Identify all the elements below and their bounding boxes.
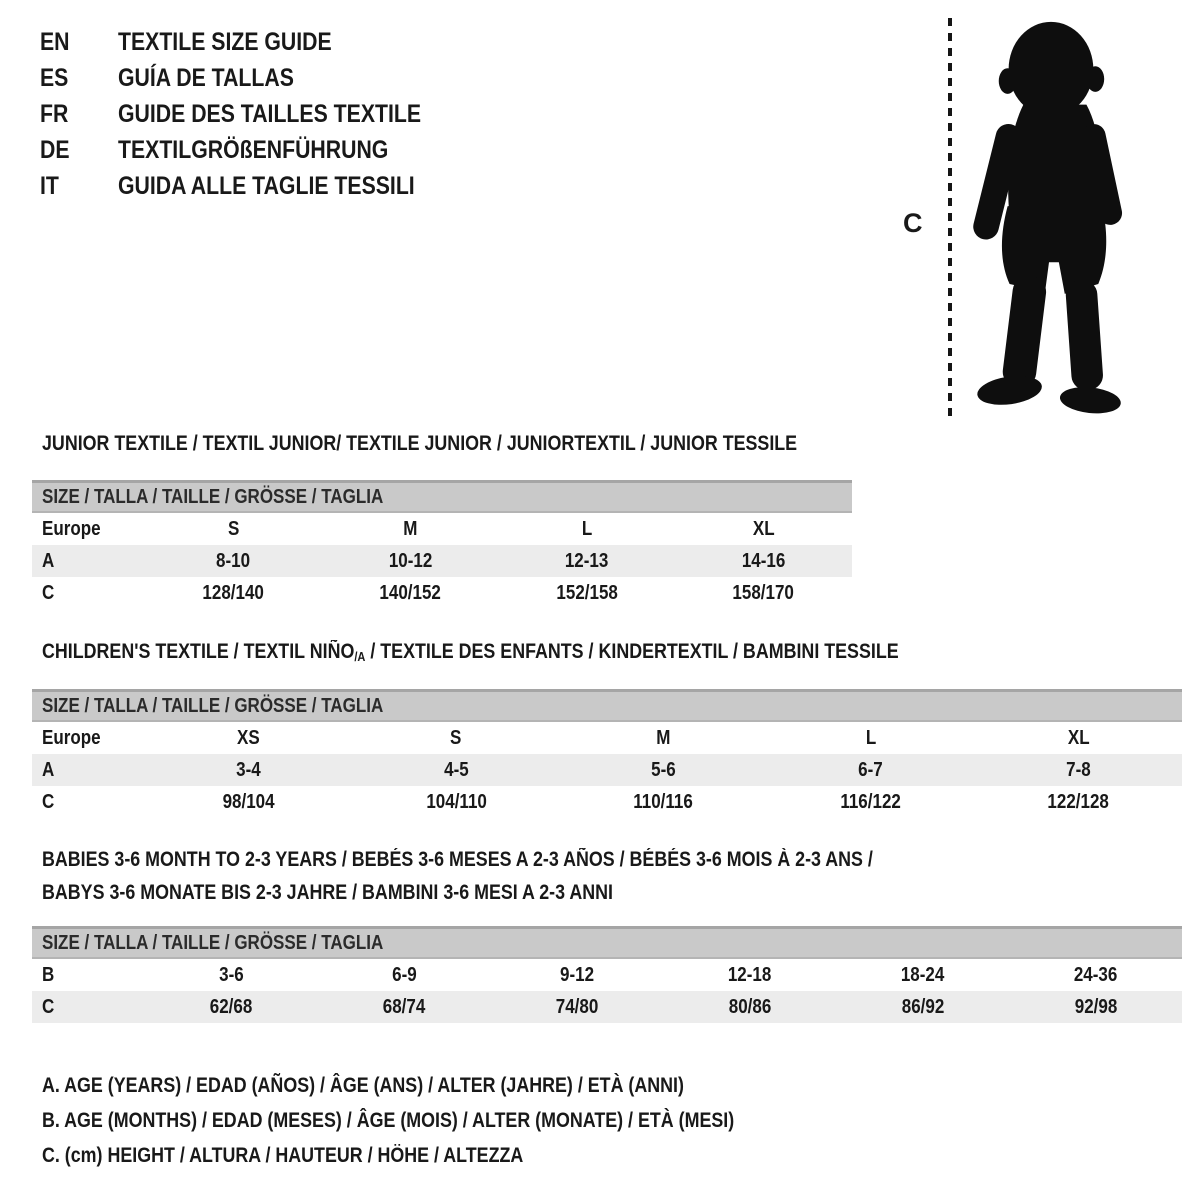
row-label: Europe — [42, 517, 101, 540]
table-row — [32, 513, 852, 545]
row-label: A — [42, 758, 55, 781]
table-row — [32, 577, 852, 609]
table-cell: 86/92 — [901, 995, 944, 1018]
language-title: GUÍA DE TALLAS — [118, 63, 294, 92]
children-size-table — [32, 689, 1182, 818]
height-measure-line — [948, 18, 952, 416]
row-label: C — [42, 790, 55, 813]
table-cell: 4-5 — [443, 758, 469, 781]
table-cell: 98/104 — [222, 790, 275, 813]
language-row — [40, 96, 475, 132]
table-cell: 152/158 — [556, 581, 618, 604]
children-title-subscript: /A — [354, 649, 366, 664]
language-title: TEXTILE SIZE GUIDE — [118, 27, 332, 56]
table-cell: 7-8 — [1066, 758, 1091, 781]
table-row — [32, 959, 1182, 991]
language-code: DE — [40, 135, 70, 164]
language-title: TEXTILGRÖßENFÜHRUNG — [118, 135, 389, 164]
size-header-bar: SIZE / TALLA / TAILLE / GRÖSSE / TAGLIA — [32, 926, 1182, 959]
table-cell: 5-6 — [651, 758, 676, 781]
table-cell: M — [656, 726, 671, 749]
junior-size-table — [32, 480, 852, 609]
babies-section-title — [42, 848, 1020, 914]
language-title: GUIDA ALLE TAGLIE TESSILI — [118, 171, 415, 200]
legend-line-b: B. AGE (MONTHS) / EDAD (MESES) / ÂGE (MOIS) / ALTER (MONATE) / ETÀ (MESI) — [42, 1108, 735, 1132]
language-title: GUIDE DES TAILLES TEXTILE — [118, 99, 422, 128]
babies-title-line1: BABIES 3-6 MONTH TO 2-3 YEARS / BEBÉS 3-6 MESES A 2-3 AÑOS / BÉBÉS 3-6 MOIS À 2-3 ANS / — [42, 848, 873, 871]
table-cell: 62/68 — [210, 995, 253, 1018]
table-cell: 128/140 — [202, 581, 265, 604]
table-cell: 8-10 — [216, 549, 251, 572]
toddler-silhouette-icon — [960, 14, 1138, 418]
row-label: C — [42, 995, 55, 1018]
table-cell: 18-24 — [900, 963, 945, 986]
table-cell: 116/122 — [840, 790, 902, 813]
legend-line-a: A. AGE (YEARS) / EDAD (AÑOS) / ÂGE (ANS) / ALTER (JAHRE) / ETÀ (ANNI) — [42, 1073, 684, 1097]
table-row — [32, 545, 852, 577]
table-cell: 3-4 — [236, 758, 261, 781]
table-cell: 74/80 — [555, 995, 599, 1018]
language-code: IT — [40, 171, 59, 200]
table-cell: 24-36 — [1073, 963, 1118, 986]
table-cell: XL — [1067, 726, 1090, 749]
legend-line-c: C. (cm) HEIGHT / ALTURA / HAUTEUR / HÖHE / ALTEZZA — [42, 1143, 524, 1167]
table-cell: 140/152 — [379, 581, 441, 604]
table-cell: XS — [237, 726, 261, 749]
table-cell: S — [450, 726, 462, 749]
table-cell: 14-16 — [741, 549, 786, 572]
table-cell: 6-9 — [391, 963, 417, 986]
table-cell: 3-6 — [219, 963, 244, 986]
size-header-bar: SIZE / TALLA / TAILLE / GRÖSSE / TAGLIA — [32, 480, 852, 513]
table-cell: 158/170 — [732, 581, 795, 604]
legend — [42, 1068, 856, 1173]
row-label: C — [42, 581, 55, 604]
language-code: EN — [40, 27, 70, 56]
table-row — [32, 786, 1182, 818]
table-cell: M — [403, 517, 418, 540]
table-cell: L — [581, 517, 593, 540]
language-row — [40, 168, 475, 204]
size-header-bar: SIZE / TALLA / TAILLE / GRÖSSE / TAGLIA — [32, 689, 1182, 722]
table-cell: 104/110 — [425, 790, 487, 813]
language-code: FR — [40, 99, 69, 128]
height-measure-label: C — [903, 208, 923, 238]
junior-section-title: JUNIOR TEXTILE / TEXTIL JUNIOR/ TEXTILE JUNIOR / JUNIORTEXTIL / JUNIOR TESSILE — [42, 432, 798, 455]
table-cell: 12-13 — [565, 549, 609, 572]
table-row — [32, 991, 1182, 1023]
children-section-title — [42, 640, 1050, 666]
babies-size-table — [32, 926, 1182, 1023]
table-row — [32, 754, 1182, 786]
table-cell: XL — [752, 517, 775, 540]
children-title-suffix: / TEXTILE DES ENFANTS / KINDERTEXTIL / BAMBINI TESSILE — [365, 640, 899, 663]
table-cell: 68/74 — [382, 995, 426, 1018]
table-cell: 110/116 — [633, 790, 694, 813]
table-cell: 6-7 — [858, 758, 884, 781]
table-cell: S — [227, 517, 240, 540]
language-code: ES — [40, 63, 69, 92]
table-cell: L — [865, 726, 877, 749]
table-cell: 92/98 — [1074, 995, 1117, 1018]
language-row — [40, 60, 475, 96]
table-cell: 122/128 — [1047, 790, 1110, 813]
row-label: A — [42, 549, 55, 572]
table-row — [32, 722, 1182, 754]
row-label: Europe — [42, 726, 101, 749]
table-cell: 10-12 — [388, 549, 432, 572]
children-title-prefix: CHILDREN'S TEXTILE / TEXTIL NIÑO — [42, 640, 355, 663]
language-title-list — [40, 24, 475, 204]
table-cell: 9-12 — [560, 963, 595, 986]
row-label: B — [42, 963, 55, 986]
language-row — [40, 24, 475, 60]
table-cell: 80/86 — [728, 995, 772, 1018]
table-cell: 12-18 — [728, 963, 772, 986]
babies-title-line2: BABYS 3-6 MONATE BIS 2-3 JAHRE / BAMBINI 3-6 MESI A 2-3 ANNI — [42, 881, 613, 904]
language-row — [40, 132, 475, 168]
